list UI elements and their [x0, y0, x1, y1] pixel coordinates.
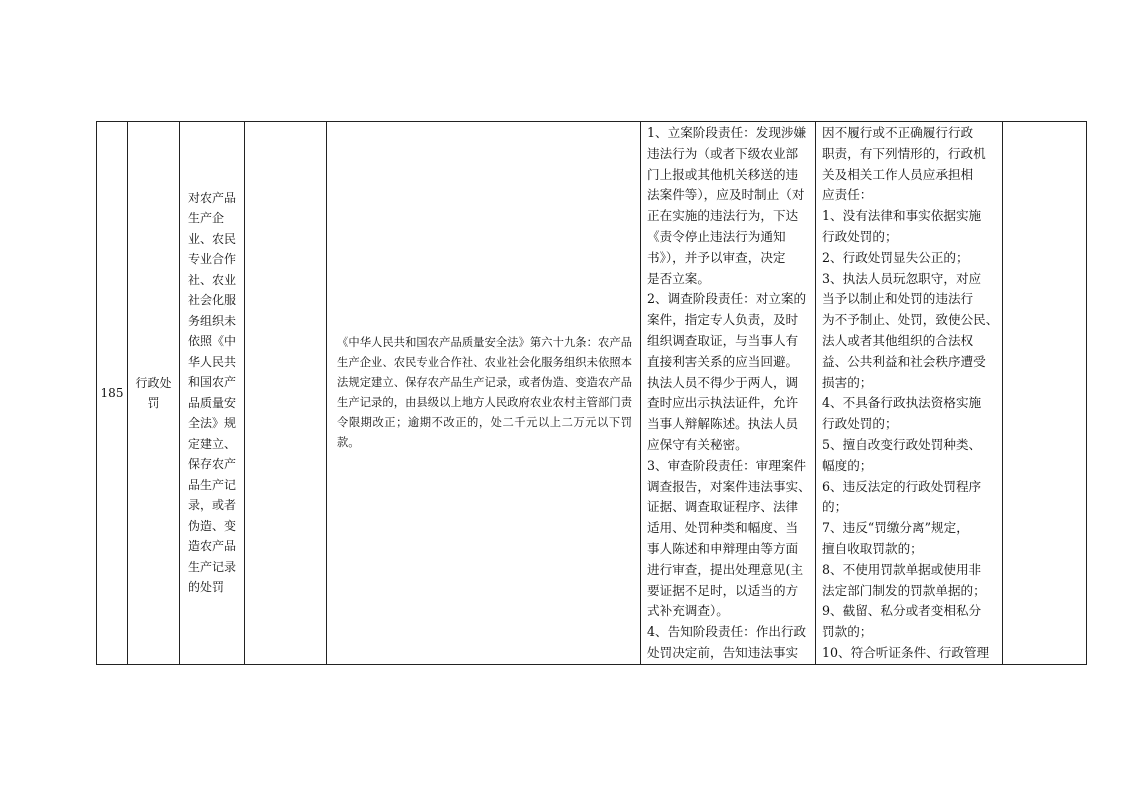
accountability-line: 6、违反法定的行政处罚程序 [822, 478, 982, 494]
remarks-cell [1003, 122, 1087, 665]
responsibility-line: 执法人员不得少于两人，调 [647, 374, 799, 390]
accountability-line: 行政处罚的； [822, 416, 898, 432]
accountability-line: 7、违反“罚缴分离”规定， [822, 520, 969, 536]
accountability-line: 5、擅自改变行政处罚种类、 [822, 436, 982, 452]
accountability-line: 法定部门制发的罚款单据的； [822, 582, 986, 598]
accountability-line: 罚款的； [822, 624, 873, 640]
responsibility-line: 直接利害关系的应当回避。 [647, 353, 799, 369]
responsibility-line: 证据、调查取证程序、法律 [647, 499, 799, 515]
sub-item-cell [245, 122, 327, 665]
responsibility-line: 进行审查，提出处理意见(主 [647, 561, 804, 577]
accountability-line: 当予以制止和处罚的违法行 [822, 291, 974, 307]
responsibility-line: 门上报或其他机关移送的违 [647, 166, 799, 182]
accountability-lines [816, 122, 1002, 664]
responsibility-line: 式补充调查）。 [647, 603, 729, 619]
legal-basis-text: 《中华人民共和国农产品质量安全法》第六十九条：农产品生产企业、农民专业合作社、农业社会化服务组织未依照本法规定建立、保存农产品生产记录，或者伪造、变造农产品生产记录的，由县级以上地方人民政府农业农村主管部门责令限期改正；逾期不改正的，处二千元以上二万元以下罚款。 [337, 335, 632, 449]
accountability-line: 幅度的； [822, 457, 873, 473]
legal-basis-cell [327, 122, 641, 665]
accountability-line: 职责，有下列情形的，行政机 [822, 145, 986, 161]
responsibility-line: 事人陈述和申辩理由等方面 [647, 540, 799, 556]
responsibility-line: 3、审查阶段责任：审理案件 [647, 457, 807, 473]
responsibility-line: 查时应出示执法证件，允许 [647, 395, 799, 411]
responsibility-line: 是否立案。 [647, 270, 710, 286]
row-number: 185 [97, 122, 128, 665]
accountability-line: 3、执法人员玩忽职守，对应 [822, 270, 982, 286]
accountability-line: 10、符合听证条件、行政管理 [822, 644, 990, 660]
accountability-line: 法人或者其他组织的合法权 [822, 332, 974, 348]
power-item-cell [180, 122, 245, 665]
responsibility-line: 法案件等），应及时制止（对 [647, 187, 805, 203]
responsibility-line: 适用、处罚种类和幅度、当 [647, 520, 799, 536]
accountability-line: 应责任： [822, 187, 873, 203]
responsibility-line: 《责令停止违法行为通知 [647, 228, 786, 244]
responsibility-line: 案件，指定专人负责，及时 [647, 312, 799, 328]
responsibility-line: 调查报告，对案件违法事实、 [647, 478, 811, 494]
accountability-line: 因不履行或不正确履行行政 [822, 125, 974, 140]
accountability-line: 为不予制止、处罚，致使公民、 [822, 312, 999, 328]
power-item-name: 对农产品生产企业、农民专业合作社、农业社会化服务组织未依照《中华人民共和国农产品质量安全法》规定建立、保存农产品生产记录，或者伪造、变造农产品生产记录的处罚 [188, 190, 237, 595]
accountability-line: 关及相关工作人员应承担相 [822, 166, 974, 182]
responsibility-line: 书》），并予以审查，决定 [647, 249, 786, 265]
accountability-line: 2、行政处罚显失公正的； [822, 249, 969, 265]
accountability-line: 损害的； [822, 374, 873, 390]
responsibility-line: 4、告知阶段责任：作出行政 [647, 624, 807, 640]
responsibility-lines [641, 122, 815, 664]
accountability-line: 益、公共利益和社会秩序遭受 [822, 353, 986, 369]
responsibility-line: 正在实施的违法行为，下达 [647, 208, 799, 224]
responsibility-line: 2、调查阶段责任：对立案的 [647, 291, 807, 307]
responsibility-cell [641, 122, 816, 665]
accountability-line: 行政处罚的； [822, 228, 898, 244]
accountability-line: 1、没有法律和事实依据实施 [822, 208, 982, 224]
power-category: 行政处罚 [128, 122, 180, 665]
accountability-cell [816, 122, 1003, 665]
responsibility-line: 处罚决定前，告知违法事实 [647, 644, 799, 660]
power-list-table [96, 121, 1087, 665]
accountability-line: 4、不具备行政执法资格实施 [822, 395, 982, 411]
responsibility-line: 违法行为（或者下级农业部 [647, 145, 799, 161]
responsibility-line: 当事人辩解陈述。执法人员 [647, 416, 799, 432]
accountability-line: 9、截留、私分或者变相私分 [822, 603, 982, 619]
accountability-line: 的； [822, 499, 848, 515]
table-row [97, 122, 1087, 665]
accountability-line: 8、不使用罚款单据或使用非 [822, 561, 982, 577]
responsibility-line: 组织调查取证，与当事人有 [647, 332, 799, 348]
responsibility-line: 要证据不足时，以适当的方 [647, 582, 799, 598]
responsibility-line: 1、立案阶段责任：发现涉嫌 [647, 125, 807, 140]
accountability-line: 擅自收取罚款的； [822, 540, 923, 556]
responsibility-line: 应保守有关秘密。 [647, 436, 748, 452]
